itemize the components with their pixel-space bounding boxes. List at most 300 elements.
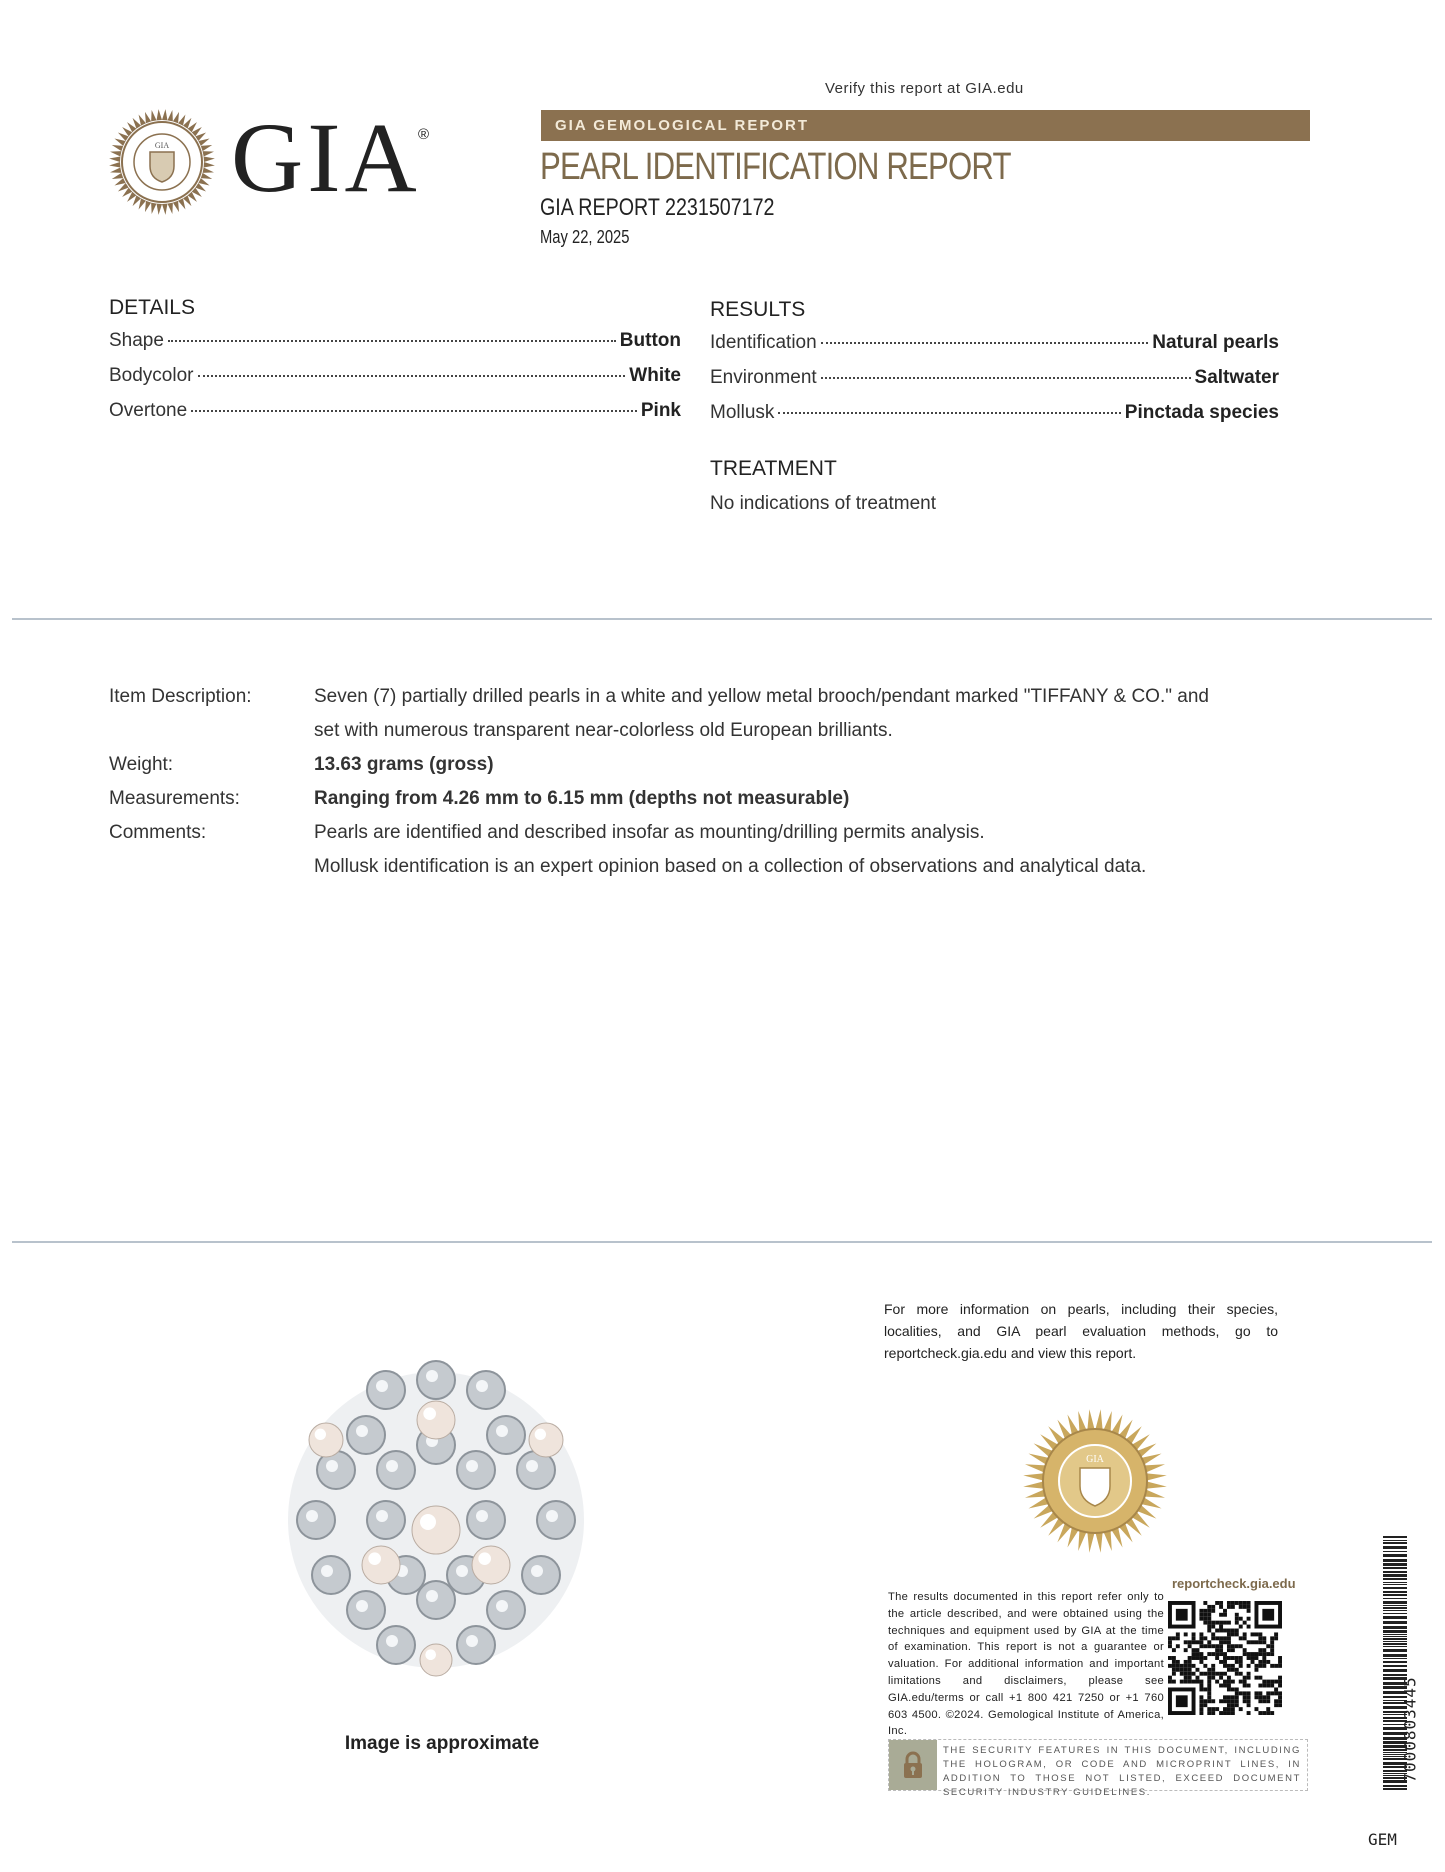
qr-module — [1235, 1691, 1239, 1695]
qr-module — [1199, 1656, 1203, 1660]
comment-1: Pearls are identified and described insofar as mounting/drilling permits analysis. — [314, 822, 985, 843]
barcode-bar — [1383, 1540, 1407, 1541]
qr-module — [1180, 1668, 1184, 1672]
qr-module — [1235, 1632, 1239, 1636]
result-label: Environment — [710, 367, 817, 388]
dot-leader — [821, 342, 1149, 344]
barcode-bar — [1383, 1654, 1407, 1657]
qr-module — [1262, 1636, 1266, 1640]
result-value: Pinctada species — [1124, 402, 1279, 423]
qr-module — [1258, 1695, 1262, 1699]
qr-module — [1247, 1652, 1251, 1656]
qr-module — [1227, 1680, 1231, 1684]
qr-module — [1278, 1695, 1282, 1699]
pearl-highlight — [535, 1429, 546, 1440]
barcode-bar — [1383, 1661, 1407, 1663]
qr-module — [1199, 1687, 1203, 1691]
result-row-environment — [710, 367, 1279, 402]
qr-module — [1196, 1648, 1200, 1652]
pearl — [417, 1401, 455, 1439]
qr-module — [1211, 1711, 1215, 1715]
qr-module — [1243, 1648, 1247, 1652]
barcode-bar — [1383, 1616, 1407, 1619]
qr-module — [1215, 1707, 1219, 1711]
qr-module — [1270, 1648, 1274, 1652]
qr-module — [1258, 1660, 1262, 1664]
qr-module — [1215, 1636, 1219, 1640]
qr-module — [1247, 1691, 1251, 1695]
qr-module — [1176, 1644, 1180, 1648]
qr-module — [1227, 1656, 1231, 1660]
result-row-mollusk — [710, 402, 1279, 437]
qr-module — [1184, 1668, 1188, 1672]
dot-leader — [778, 412, 1120, 414]
qr-module — [1211, 1632, 1215, 1636]
qr-module — [1239, 1636, 1243, 1640]
qr-module — [1203, 1613, 1207, 1617]
qr-module — [1211, 1664, 1215, 1668]
qr-module — [1188, 1644, 1192, 1648]
qr-module — [1203, 1644, 1207, 1648]
image-caption: Image is approximate — [344, 1733, 540, 1754]
qr-module — [1266, 1707, 1270, 1711]
qr-module — [1231, 1699, 1235, 1703]
barcode-bar — [1383, 1551, 1407, 1552]
qr-module — [1258, 1664, 1262, 1668]
qr-module — [1239, 1707, 1243, 1711]
qr-module — [1180, 1680, 1184, 1684]
qr-module — [1278, 1656, 1282, 1660]
details-section — [109, 296, 681, 435]
qr-module — [1211, 1707, 1215, 1711]
qr-module — [1239, 1660, 1243, 1664]
qr-module — [1199, 1617, 1203, 1621]
qr-module — [1278, 1660, 1282, 1664]
qr-module — [1219, 1644, 1223, 1648]
qr-module — [1223, 1629, 1227, 1633]
qr-module — [1243, 1684, 1247, 1688]
qr-module — [1211, 1636, 1215, 1640]
qr-module — [1254, 1652, 1258, 1656]
qr-module — [1211, 1652, 1215, 1656]
qr-module — [1172, 1660, 1176, 1664]
qr-module — [1219, 1652, 1223, 1656]
qr-module — [1215, 1672, 1219, 1676]
barcode-bar — [1383, 1591, 1407, 1593]
qr-module — [1199, 1613, 1203, 1617]
qr-module — [1235, 1644, 1239, 1648]
comments-label: Comments: — [109, 822, 207, 843]
qr-module — [1227, 1684, 1231, 1688]
qr-module — [1199, 1711, 1203, 1715]
barcode-bar — [1383, 1571, 1407, 1573]
measurements-label: Measurements: — [109, 788, 240, 809]
qr-module — [1254, 1691, 1258, 1695]
qr-module — [1243, 1621, 1247, 1625]
detail-row-overtone — [109, 400, 681, 435]
qr-module — [1219, 1625, 1223, 1629]
qr-module — [1231, 1664, 1235, 1668]
qr-module — [1274, 1680, 1278, 1684]
qr-module — [1247, 1703, 1251, 1707]
qr-module — [1262, 1695, 1266, 1699]
qr-module — [1231, 1695, 1235, 1699]
qr-module — [1196, 1656, 1200, 1660]
barcode-bar — [1383, 1578, 1407, 1580]
barcode-bar — [1383, 1630, 1407, 1633]
qr-module — [1254, 1676, 1258, 1680]
qr-module — [1231, 1629, 1235, 1633]
qr-module — [1176, 1660, 1180, 1664]
qr-module — [1192, 1652, 1196, 1656]
qr-module — [1235, 1668, 1239, 1672]
qr-module — [1211, 1668, 1215, 1672]
qr-module — [1274, 1699, 1278, 1703]
qr-module — [1278, 1691, 1282, 1695]
pearl — [412, 1506, 460, 1554]
verify-link[interactable]: Verify this report at GIA.edu — [825, 80, 1024, 97]
qr-module — [1207, 1695, 1211, 1699]
results-heading: RESULTS — [710, 298, 806, 321]
treatment-heading: TREATMENT — [710, 457, 837, 480]
qr-module — [1262, 1684, 1266, 1688]
qr-module — [1168, 1640, 1172, 1644]
qr-module — [1219, 1605, 1223, 1609]
barcode-bar — [1383, 1636, 1407, 1637]
qr-module — [1199, 1640, 1203, 1644]
qr-module — [1172, 1656, 1176, 1660]
qr-module — [1188, 1672, 1192, 1676]
qr-module — [1243, 1636, 1247, 1640]
qr-module — [1227, 1601, 1231, 1605]
qr-module — [1243, 1605, 1247, 1609]
qr-module — [1254, 1664, 1258, 1668]
qr-module — [1199, 1652, 1203, 1656]
qr-module — [1211, 1644, 1215, 1648]
qr-module — [1251, 1656, 1255, 1660]
weight-row — [109, 748, 1314, 782]
qr-module — [1247, 1711, 1251, 1715]
comment-2: Mollusk identification is an expert opinion based on a collection of observations and analytical data. — [314, 856, 1147, 877]
barcode-bar — [1383, 1587, 1407, 1589]
qr-module — [1270, 1711, 1274, 1715]
barcode-bar — [1383, 1582, 1407, 1583]
qr-module — [1270, 1691, 1274, 1695]
qr-module — [1251, 1660, 1255, 1664]
gold-seal-icon — [1022, 1408, 1168, 1554]
info-text: For more information on pearls, including their species, localities, and GIA pearl evaluation methods, go to reportcheck.gia.edu and view this report. — [884, 1301, 1278, 1361]
qr-module — [1207, 1613, 1211, 1617]
qr-module — [1188, 1656, 1192, 1660]
qr-module — [1192, 1632, 1196, 1636]
qr-module — [1227, 1644, 1231, 1648]
corner-code: GEM — [1368, 1830, 1397, 1849]
item-description-row — [109, 680, 1314, 714]
barcode-bar — [1383, 1610, 1407, 1611]
qr-module — [1243, 1695, 1247, 1699]
qr-module — [1231, 1601, 1235, 1605]
qr-module — [1184, 1648, 1188, 1652]
qr-module — [1219, 1640, 1223, 1644]
measurements-value: Ranging from 4.26 mm to 6.15 mm (depths not measurable) — [314, 788, 850, 809]
qr-module — [1188, 1660, 1192, 1664]
qr-module — [1258, 1711, 1262, 1715]
qr-module — [1262, 1656, 1266, 1660]
qr-module — [1223, 1613, 1227, 1617]
qr-module — [1207, 1684, 1211, 1688]
qr-module — [1227, 1629, 1231, 1633]
qr-module — [1215, 1656, 1219, 1660]
item-description-value-2: set with numerous transparent near-colorless old European brilliants. — [314, 720, 893, 741]
qr-module — [1266, 1699, 1270, 1703]
qr-module — [1184, 1640, 1188, 1644]
qr-module — [1219, 1621, 1223, 1625]
qr-module — [1258, 1676, 1262, 1680]
qr-module — [1243, 1691, 1247, 1695]
qr-module — [1192, 1648, 1196, 1652]
qr-module — [1274, 1691, 1278, 1695]
qr-module — [1211, 1621, 1215, 1625]
report-number: GIA REPORT 2231507172 — [540, 194, 775, 221]
comments-row — [109, 816, 1314, 850]
qr-module — [1231, 1632, 1235, 1636]
qr-code[interactable] — [1168, 1601, 1282, 1715]
qr-module — [1227, 1621, 1231, 1625]
item-description-section — [109, 680, 1314, 884]
qr-module — [1251, 1652, 1255, 1656]
qr-module — [1223, 1699, 1227, 1703]
weight-label: Weight: — [109, 754, 174, 775]
qr-module — [1239, 1625, 1243, 1629]
qr-module — [1227, 1707, 1231, 1711]
qr-module — [1176, 1664, 1180, 1668]
barcode-bar — [1383, 1554, 1407, 1557]
detail-value: Button — [619, 330, 681, 351]
qr-module — [1199, 1680, 1203, 1684]
qr-module — [1227, 1703, 1231, 1707]
qr-module — [1247, 1656, 1251, 1660]
treatment-text: No indications of treatment — [710, 493, 937, 514]
qr-module — [1235, 1703, 1239, 1707]
qr-module — [1203, 1636, 1207, 1640]
barcode-bar — [1383, 1605, 1407, 1606]
qr-module — [1203, 1703, 1207, 1707]
qr-module — [1211, 1609, 1215, 1613]
qr-module — [1203, 1672, 1207, 1676]
barcode-bar — [1383, 1643, 1407, 1645]
qr-module — [1243, 1699, 1247, 1703]
qr-module — [1227, 1711, 1231, 1715]
qr-module — [1254, 1640, 1258, 1644]
qr-module — [1231, 1707, 1235, 1711]
qr-module — [1235, 1699, 1239, 1703]
qr-module — [1172, 1672, 1176, 1676]
pearl-highlight — [425, 1649, 436, 1660]
qr-module — [1199, 1684, 1203, 1688]
qr-module — [1235, 1656, 1239, 1660]
barcode-bar — [1383, 1613, 1407, 1614]
qr-module — [1219, 1613, 1223, 1617]
qr-module — [1231, 1703, 1235, 1707]
qr-module — [1203, 1621, 1207, 1625]
qr-module — [1223, 1609, 1227, 1613]
qr-module — [1227, 1699, 1231, 1703]
qr-module — [1207, 1629, 1211, 1633]
qr-module — [1176, 1636, 1180, 1640]
qr-module — [1219, 1676, 1223, 1680]
barcode-bar — [1383, 1646, 1407, 1647]
results-section — [710, 298, 1279, 515]
qr-module — [1227, 1695, 1231, 1699]
report-title: PEARL IDENTIFICATION REPORT — [540, 146, 1011, 188]
qr-module — [1168, 1644, 1172, 1648]
qr-module — [1227, 1636, 1231, 1640]
qr-module — [1219, 1601, 1223, 1605]
qr-module — [1262, 1660, 1266, 1664]
report-date: May 22, 2025 — [540, 227, 630, 247]
barcode-bar — [1383, 1626, 1407, 1629]
barcode-bar — [1383, 1601, 1407, 1604]
qr-module — [1223, 1656, 1227, 1660]
comments-row-cont — [109, 850, 1314, 884]
barcode-bar — [1383, 1607, 1407, 1609]
qr-module — [1262, 1680, 1266, 1684]
qr-module — [1247, 1601, 1251, 1605]
qr-module — [1270, 1684, 1274, 1688]
qr-module — [1258, 1699, 1262, 1703]
qr-module — [1262, 1699, 1266, 1703]
qr-module — [1227, 1664, 1231, 1668]
qr-module — [1219, 1629, 1223, 1633]
result-row-identification — [710, 332, 1279, 367]
section-divider — [12, 1241, 1432, 1243]
qr-module — [1215, 1629, 1219, 1633]
qr-module — [1192, 1672, 1196, 1676]
pearl — [420, 1644, 452, 1676]
qr-module — [1266, 1660, 1270, 1664]
qr-module — [1199, 1660, 1203, 1664]
qr-module — [1211, 1676, 1215, 1680]
qr-module — [1254, 1695, 1258, 1699]
barcode-bar — [1383, 1546, 1407, 1549]
dot-leader — [821, 377, 1191, 379]
qr-module — [1192, 1656, 1196, 1660]
qr-module — [1219, 1711, 1223, 1715]
qr-module — [1207, 1668, 1211, 1672]
gia-logo-text: GIA — [231, 102, 421, 213]
pearl — [529, 1423, 563, 1457]
qr-module — [1172, 1664, 1176, 1668]
qr-module — [1239, 1672, 1243, 1676]
details-heading: DETAILS — [109, 296, 195, 319]
qr-module — [1223, 1621, 1227, 1625]
result-label: Mollusk — [710, 402, 775, 423]
qr-module — [1215, 1648, 1219, 1652]
qr-module — [1215, 1652, 1219, 1656]
qr-module — [1219, 1699, 1223, 1703]
pearl-highlight — [420, 1514, 436, 1530]
qr-module — [1207, 1625, 1211, 1629]
qr-module — [1231, 1687, 1235, 1691]
detail-label: Bodycolor — [109, 365, 194, 386]
dot-leader — [198, 375, 626, 377]
qr-module — [1172, 1648, 1176, 1652]
qr-module — [1207, 1644, 1211, 1648]
report-banner — [541, 110, 1310, 141]
qr-module — [1219, 1660, 1223, 1664]
qr-module — [1270, 1664, 1274, 1668]
qr-module — [1207, 1617, 1211, 1621]
qr-module — [1223, 1711, 1227, 1715]
reportcheck-link[interactable]: reportcheck.gia.edu — [1172, 1576, 1296, 1591]
pearl — [472, 1546, 510, 1584]
qr-module — [1203, 1699, 1207, 1703]
qr-module — [1231, 1711, 1235, 1715]
qr-module — [1243, 1676, 1247, 1680]
qr-module — [1239, 1605, 1243, 1609]
qr-module — [1196, 1668, 1200, 1672]
qr-module — [1239, 1680, 1243, 1684]
qr-module — [1219, 1648, 1223, 1652]
qr-module — [1262, 1652, 1266, 1656]
qr-module — [1278, 1684, 1282, 1688]
qr-module — [1168, 1636, 1172, 1640]
qr-module — [1215, 1621, 1219, 1625]
qr-module — [1258, 1648, 1262, 1652]
qr-module — [1239, 1664, 1243, 1668]
qr-module — [1266, 1680, 1270, 1684]
qr-module — [1207, 1672, 1211, 1676]
qr-module — [1196, 1676, 1200, 1680]
qr-module — [1215, 1601, 1219, 1605]
qr-module — [1266, 1652, 1270, 1656]
qr-module — [1207, 1621, 1211, 1625]
qr-module — [1247, 1625, 1251, 1629]
qr-module — [1207, 1640, 1211, 1644]
qr-module — [1172, 1680, 1176, 1684]
qr-module — [1278, 1664, 1282, 1668]
barcode-bar — [1383, 1594, 1407, 1596]
qr-module — [1254, 1707, 1258, 1711]
qr-module — [1207, 1707, 1211, 1711]
qr-module — [1254, 1632, 1258, 1636]
barcode-bar — [1383, 1638, 1407, 1640]
qr-module — [1203, 1664, 1207, 1668]
qr-module — [1247, 1684, 1251, 1688]
detail-row-shape — [109, 330, 681, 365]
qr-module — [1203, 1617, 1207, 1621]
qr-module — [1258, 1652, 1262, 1656]
qr-module — [1196, 1680, 1200, 1684]
qr-module — [1235, 1687, 1239, 1691]
qr-module — [1243, 1601, 1247, 1605]
qr-module — [1258, 1684, 1262, 1688]
qr-module — [1239, 1617, 1243, 1621]
qr-module — [1223, 1636, 1227, 1640]
detail-row-bodycolor — [109, 365, 681, 400]
barcode-bar — [1383, 1621, 1407, 1624]
qr-module — [1219, 1684, 1223, 1688]
result-value: Saltwater — [1194, 367, 1279, 388]
qr-module — [1223, 1652, 1227, 1656]
pearl-highlight — [315, 1429, 326, 1440]
qr-module — [1270, 1636, 1274, 1640]
gia-seal-logo — [108, 108, 216, 216]
qr-module — [1199, 1609, 1203, 1613]
qr-module — [1274, 1687, 1278, 1691]
qr-module — [1184, 1672, 1188, 1676]
item-description-row-cont — [109, 714, 1314, 748]
